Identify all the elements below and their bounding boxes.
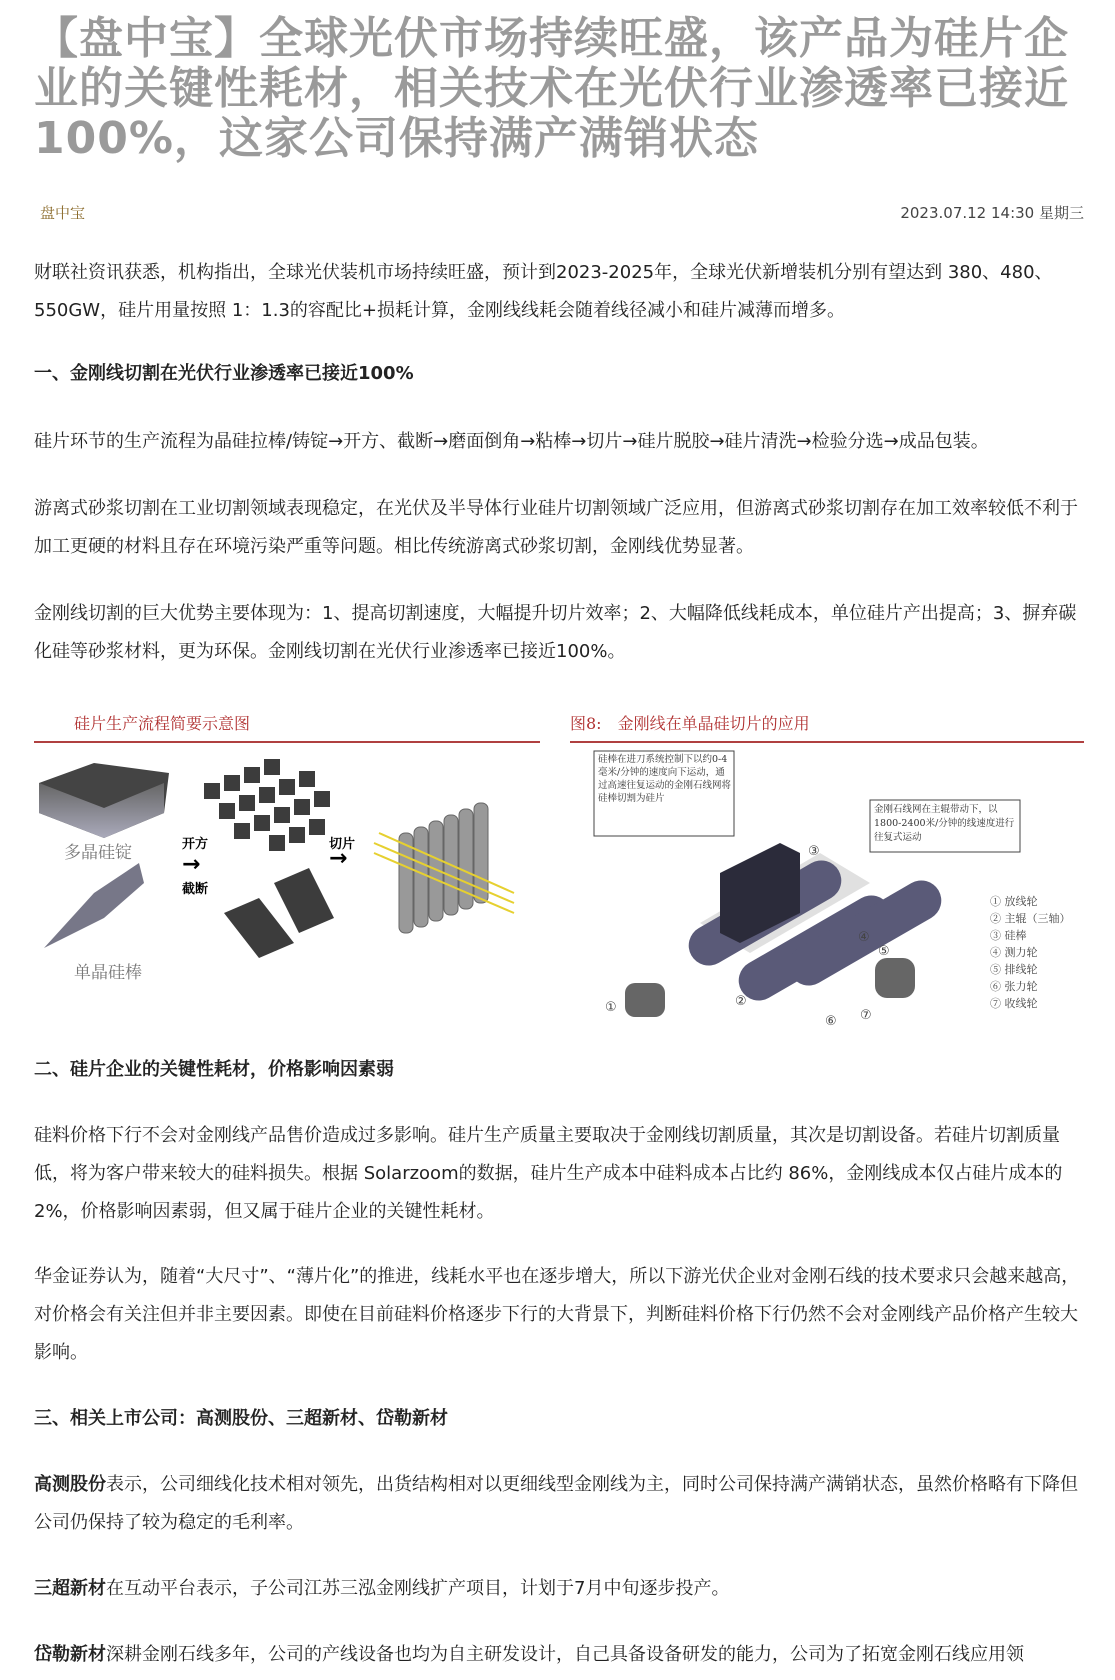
legend-item: ⑤ 排线轮	[990, 963, 1038, 976]
legend-item: ③ 硅棒	[990, 929, 1027, 942]
intro-paragraph: 财联社资讯获悉，机构指出，全球光伏装机市场持续旺盛，预计到2023-2025年，全球光伏新增装机分别有望达到 380、480、550GW，硅片用量按照 1：1.3的容配比+损耗计算，金刚线线耗会随着线径减小和硅片减薄而增多。	[34, 262, 1053, 321]
article-title: 【盘中宝】全球光伏市场持续旺盛，该产品为硅片企业的关键性耗材，相关技术在光伏行业渗透率已接近100%，这家公司保持满产满销状态	[34, 13, 1069, 164]
figure-diamond-wire	[570, 711, 1084, 1037]
legend-item: ⑦ 收线轮	[990, 997, 1038, 1010]
company-paragraph	[34, 1636, 1084, 1674]
figure-title: 硅片生产流程简要示意图	[74, 714, 251, 733]
label-step2: 切片	[329, 837, 356, 852]
arrow-icon: →	[182, 852, 201, 877]
paragraph: 游离式砂浆切割在工业切割领域表现稳定，在光伏及半导体行业硅片切割领域广泛应用，但游离式砂浆切割存在加工效率较低不利于加工更硬的材料且存在环境污染严重等问题。相比传统游离式砂浆切割，金刚线优势显著。	[34, 498, 1078, 557]
marker: ③	[808, 844, 820, 859]
company-paragraph	[34, 1466, 1084, 1542]
publish-date: 2023.07.12 14:30 星期三	[900, 204, 1084, 222]
company-text: 深耕金刚石线多年，公司的产线设备也均为自主研发设计，自己具备设备研发的能力，公司为了拓宽金刚石线应用领	[106, 1644, 1024, 1665]
marker: ②	[735, 994, 747, 1009]
label-step1-top: 开方	[182, 837, 209, 852]
legend-item: ⑥ 张力轮	[990, 980, 1038, 993]
company-text: 在互动平台表示，子公司江苏三泓金刚线扩产项目，计划于7月中旬逐步投产。	[106, 1578, 730, 1599]
callout-left: 硅棒在进刀系统控制下以约0-4毫米/分钟的速度向下运动，通过高速往复运动的金刚石线网将硅棒切割为硅片	[598, 754, 732, 804]
label-poly: 多晶硅锭	[64, 843, 132, 863]
marker: ⑤	[878, 944, 890, 959]
article-meta	[34, 202, 1084, 232]
diamond-wire-image	[570, 743, 1084, 1033]
label-step1-bottom: 截断	[182, 882, 209, 897]
paragraph: 硅料价格下行不会对金刚线产品售价造成过多影响。硅片生产质量主要取决于金刚线切割质量，其次是切割设备。若硅片切割质量低，将为客户带来较大的硅料损失。根据 Solarzoom的数据，硅片生产成本中硅料成本占比约 86%，金刚线成本仅占硅片成本的 2%，价格影响因素弱，但又属于硅片企业的关键性耗材。	[34, 1125, 1063, 1222]
marker: ⑦	[860, 1008, 872, 1023]
figure-wafer-process	[34, 711, 540, 1037]
company-name: 三超新材	[34, 1578, 106, 1599]
legend-item: ④ 测力轮	[990, 946, 1038, 959]
paragraph: 硅片环节的生产流程为晶硅拉棒/铸锭→开方、截断→磨面倒角→粘棒→切片→硅片脱胶→硅片清洗→检验分选→成品包装。	[34, 431, 989, 452]
marker: ④	[858, 930, 870, 945]
article	[34, 0, 1084, 1674]
figure-title: 图8: 金刚线在单晶硅切片的应用	[570, 714, 810, 733]
company-text: 表示，公司细线化技术相对领先，出货结构相对以更细线型金刚线为主，同时公司保持满产满销状态，虽然价格略有下降但公司仍保持了较为稳定的毛利率。	[34, 1474, 1078, 1533]
wafer-process-image	[34, 743, 540, 1033]
legend-item: ① 放线轮	[990, 895, 1038, 908]
label-mono: 单晶硅棒	[74, 963, 142, 983]
author-link[interactable]: 盘中宝	[40, 204, 86, 222]
company-paragraph	[34, 1570, 1084, 1608]
section-heading: 二、硅片企业的关键性耗材，价格影响因素弱	[34, 1059, 394, 1080]
company-name: 高测股份	[34, 1474, 106, 1495]
arrow-icon: →	[329, 846, 348, 871]
section-heading: 三、相关上市公司：高测股份、三超新材、岱勒新材	[34, 1408, 448, 1429]
callout-right: 金刚石线网在主辊带动下，以1800-2400米/分钟的线速度进行往复式运动	[874, 804, 1015, 843]
legend-item: ② 主辊（三轴）	[990, 912, 1071, 925]
company-name: 岱勒新材	[34, 1644, 106, 1665]
paragraph: 华金证券认为，随着“大尺寸”、“薄片化”的推进，线耗水平也在逐步增大，所以下游光伏企业对金刚石线的技术要求只会越来越高，对价格会有关注但并非主要因素。即使在目前硅料价格逐步下行的大背景下，判断硅料价格下行仍然不会对金刚线产品价格产生较大影响。	[34, 1266, 1080, 1363]
paragraph: 金刚线切割的巨大优势主要体现为：1、提高切割速度，大幅提升切片效率；2、大幅降低线耗成本，单位硅片产出提高；3、摒弃碳化硅等砂浆材料，更为环保。金刚线切割在光伏行业渗透率已接近100%。	[34, 603, 1077, 662]
figures	[34, 711, 1084, 1041]
section-heading: 一、金刚线切割在光伏行业渗透率已接近100%	[34, 363, 414, 384]
marker: ①	[605, 1000, 617, 1015]
marker: ⑥	[825, 1014, 837, 1029]
